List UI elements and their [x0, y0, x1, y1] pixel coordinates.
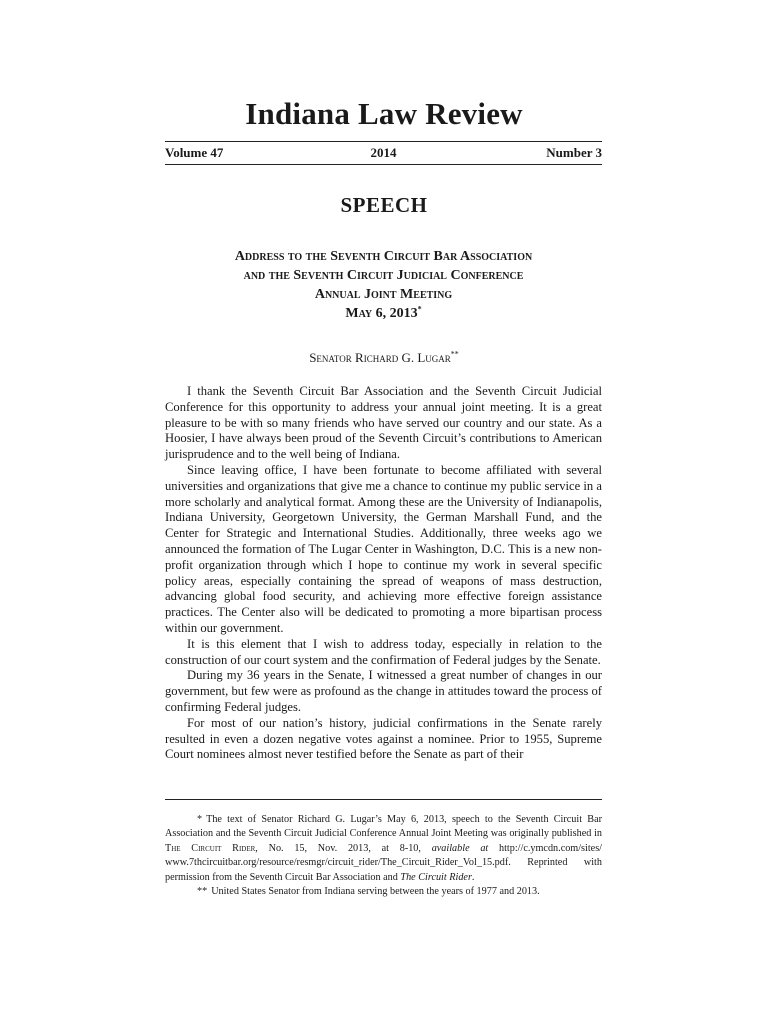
- article-title: [165, 247, 602, 323]
- article-title-line: Annual Joint Meeting: [314, 287, 453, 302]
- author-name: Senator Richard G. Lugar: [309, 350, 451, 365]
- speech-body: [165, 384, 602, 763]
- footnote-second: [165, 885, 602, 899]
- body-paragraph: For most of our nation’s history, judicial confirmations in the Senate rarely resulted in even a dozen negative votes against a nominee. Prior to 1955, Supreme Court nominees almost never testified before the Senate as part of their: [165, 715, 602, 762]
- publication-name-italic: The Circuit Rider: [400, 871, 472, 883]
- available-at-signal: available at: [431, 842, 489, 854]
- article-title-line: [165, 304, 602, 323]
- article-date: May 6, 2013: [345, 306, 418, 321]
- body-paragraph: Since leaving office, I have been fortunate to become affiliated with several universities and organizations that give me a chance to continue my public service in a more scholarly and analytical format. Among these are the University of Indianapolis, Indiana University, Georgetown University, the German Marshall Fund, and the Center for Strategic and International Studies. Additionally, three weeks ago we announced the formation of The Lugar Center in Washington, D.C. This is a new non-profit organization through which I hope to continue my work in several specific policy areas, especially containing the spread of weapons of mass destruction, advancing global food security, and achieving more effective foreign assistance practices. The Center also will be dedicated to promoting a more bipartisan process within our government.: [165, 462, 602, 635]
- author-footnote-mark[interactable]: **: [450, 349, 459, 359]
- publication-name: The Circuit Rider: [165, 842, 256, 854]
- footnote-text: , No. 15, Nov. 2013, at 8-10,: [255, 842, 432, 854]
- footnote-mark: **: [197, 886, 208, 898]
- footnotes: [165, 813, 602, 899]
- volume-line: [165, 145, 602, 163]
- footnote-mark: *: [197, 814, 203, 825]
- footnote-url-text[interactable]: http://c.ymcdn.com/sites/ www.7thcircuitbar.org/resource/resmgr/circuit_rider/The_Circuit_Rider_Vol_15.pdf. Reprinted with permission from the Seventh Circuit Bar Association and: [165, 842, 602, 883]
- issue-number-label: Number 3: [546, 145, 602, 160]
- footnote-text: United States Senator from Indiana serving between the years of 1977 and 2013.: [211, 886, 540, 898]
- footnote-text: .: [471, 871, 475, 883]
- body-paragraph: It is this element that I wish to address today, especially in relation to the construction of our court system and the confirmation of Federal judges by the Senate.: [165, 636, 602, 667]
- body-paragraph: During my 36 years in the Senate, I witnessed a great number of changes in our government, but few were as profound as the change in attitudes toward the process of confirming Federal judges.: [165, 668, 602, 714]
- footnote-text: The text of Senator Richard G. Lugar’s May 6, 2013, speech to the Seventh Circuit Bar Association and the Seventh Circuit Judicial Conference Annual Joint Meeting was originally published in: [165, 814, 602, 840]
- journal-title: Indiana Law Review: [245, 96, 523, 131]
- footnote-first: [165, 813, 602, 885]
- title-footnote-mark[interactable]: *: [417, 304, 422, 314]
- article-title-line: Address to the Seventh Circuit Bar Association: [234, 249, 533, 264]
- body-paragraph: I thank the Seventh Circuit Bar Association and the Seventh Circuit Judicial Conference for this opportunity to address your annual joint meeting. It is a great pleasure to be with so many friends who have served our country and our state. As a Hoosier, I have always been proud of the Seventh Circuit’s contributions to American jurisprudence and to the well being of Indiana.: [165, 384, 602, 462]
- year-label: 2014: [370, 145, 397, 160]
- masthead-top-rule: [165, 141, 602, 142]
- author-byline: [0, 350, 768, 366]
- footnote-divider: [165, 799, 602, 800]
- section-label: SPEECH: [340, 193, 428, 217]
- masthead-bottom-rule: [165, 164, 602, 165]
- article-title-line: and the Seventh Circuit Judicial Conference: [243, 268, 524, 283]
- volume-label: Volume 47: [165, 145, 224, 160]
